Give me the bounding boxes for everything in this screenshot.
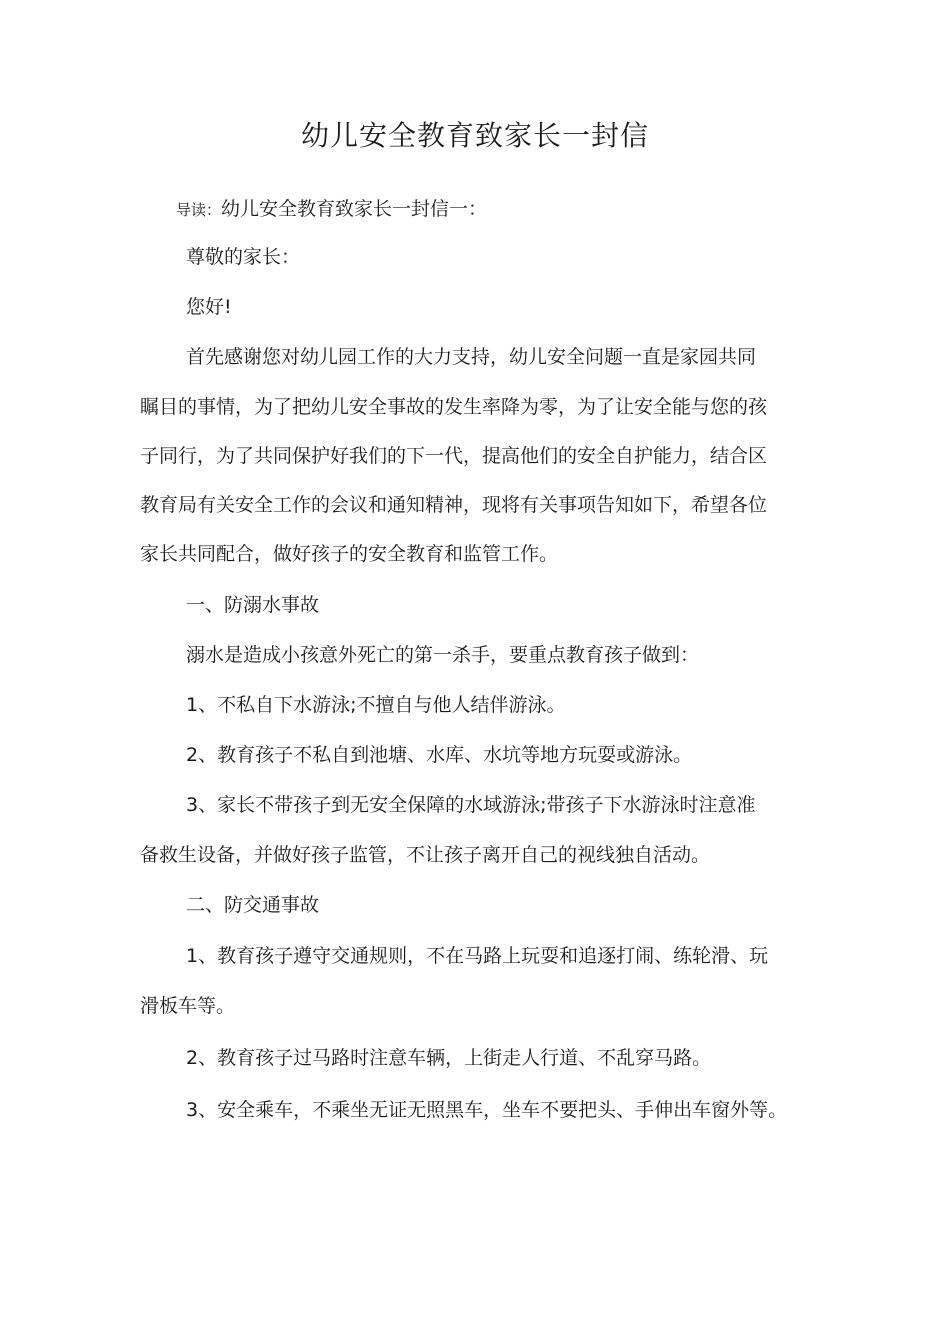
section-1-heading: 一、防溺水事故: [186, 594, 320, 616]
intro-line-5: 家长共同配合，做好孩子的安全教育和监管工作。: [140, 543, 559, 565]
guide-line: [176, 194, 856, 225]
section-1-intro: 溺水是造成小孩意外死亡的第一杀手，要重点教育孩子做到：: [186, 644, 700, 666]
section-1-item-2: 2、教育孩子不私自到池塘、水库、水坑等地方玩耍或游泳。: [186, 744, 693, 766]
guide-text: 幼儿安全教育致家长一封信一：: [221, 198, 488, 220]
salutation: 尊敬的家长：: [186, 246, 301, 268]
document-title: 幼儿安全教育致家长一封信: [300, 119, 649, 152]
greeting: 您好!: [186, 296, 232, 318]
section-1-item-3-line-2: 备救生设备，并做好孩子监管，不让孩子离开自己的视线独自活动。: [140, 844, 711, 866]
intro-line-3: 子同行，为了共同保护好我们的下一代，提高他们的安全自护能力，结合区: [140, 445, 768, 467]
section-2-item-1-line-1: 1、教育孩子遵守交通规则，不在马路上玩耍和追逐打闹、练轮滑、玩: [186, 945, 769, 967]
section-2-item-3: 3、安全乘车，不乘坐无证无照黑车，坐车不要把头、手伸出车窗外等。: [186, 1099, 788, 1121]
intro-line-1: 首先感谢您对幼儿园工作的大力支持，幼儿安全问题一直是家园共同: [186, 346, 757, 368]
guide-label: 导读：: [176, 201, 222, 219]
section-2-item-1-line-2: 滑板车等。: [140, 995, 236, 1017]
section-2-heading: 二、防交通事故: [186, 894, 320, 916]
intro-line-4: 教育局有关安全工作的会议和通知精神，现将有关事项告知如下，希望各位: [140, 494, 768, 516]
intro-line-2: 瞩目的事情，为了把幼儿安全事故的发生率降为零，为了让安全能与您的孩: [140, 396, 768, 418]
section-1-item-3-line-1: 3、家长不带孩子到无安全保障的水域游泳;带孩子下水游泳时注意准: [186, 794, 756, 816]
section-1-item-1: 1、不私自下水游泳;不擅自与他人结伴游泳。: [186, 694, 566, 716]
section-2-item-2: 2、教育孩子过马路时注意车辆，上街走人行道、不乱穿马路。: [186, 1047, 712, 1069]
